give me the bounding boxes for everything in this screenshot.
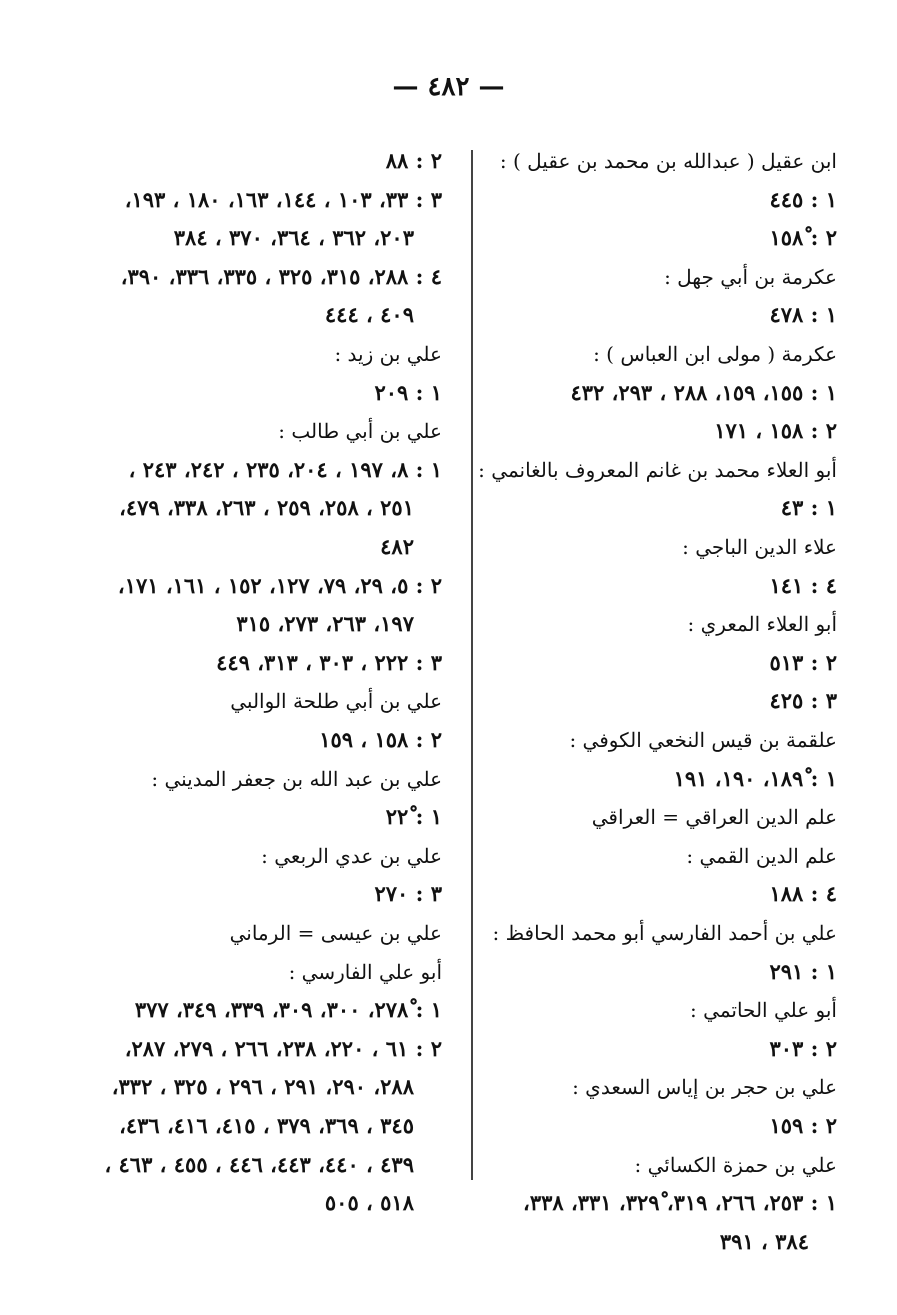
index-entry: ٤ : ١٤١ [769, 572, 837, 598]
index-heading: عكرمة بن أبي جهل : [664, 264, 837, 289]
index-entry: ٤ : ١٨٨ [769, 881, 837, 907]
index-heading: علي بن أبي طالب : [278, 419, 442, 444]
index-entry: ٣ : ٤٢٥ [769, 688, 837, 714]
index-entry: ٣ : ٣٣، ١٠٣ ، ١٤٤، ١٦٣، ١٨٠ ، ١٩٣، [124, 186, 442, 212]
index-entry-continuation: ١٩٧، ٢٦٣، ٢٧٣، ٣١٥ [236, 611, 414, 637]
index-entry: ١ : ٤٣ [780, 495, 837, 521]
index-entry: ٣ : ٢٧٠ [374, 881, 442, 907]
index-entry: ٢ : ٥١٣ [769, 649, 837, 675]
index-heading: علم الدين القمي : [686, 843, 837, 868]
index-heading: علي بن زيد : [334, 342, 442, 366]
index-entry: ٢ : ٥، ٢٩، ٧٩، ١٢٧، ١٥٢ ، ١٦١، ١٧١، [117, 572, 442, 598]
index-entry: ٢ : ١٥٨ ، ١٧١ [714, 418, 837, 444]
index-entry: ٢ : ٦١ ، ٢٢٠، ٢٣٨، ٢٦٦ ، ٢٧٩، ٢٨٧، [124, 1035, 442, 1061]
index-heading: علي بن عيسى = الرماني [229, 921, 442, 945]
index-entry-continuation: ٢٠٣، ٣٦٢ ، ٣٦٤، ٣٧٠ ، ٣٨٤ [173, 225, 414, 251]
index-heading: علي بن عبد الله بن جعفر المديني : [151, 766, 442, 791]
index-heading: أبو العلاء المعري : [687, 612, 837, 637]
index-entry: ١ : ١٥٥، ١٥٩، ٢٨٨ ، ٢٩٣، ٤٣٢ [570, 379, 837, 405]
index-entry-continuation: ٥١٨ ، ٥٠٥ [324, 1190, 414, 1216]
index-entry: ١ : ٤٤٥ [769, 186, 837, 212]
index-heading: علي بن عدي الربعي : [261, 843, 442, 868]
index-entry: ١ : ٢٥٣، ٢٦٦، ٣١٩، ٣٢٩ْ، ٣٣١، ٣٣٨، [523, 1190, 837, 1216]
index-entry: ٢ : ١٥٩ [769, 1113, 837, 1138]
index-heading: علقمة بن قيس النخعي الكوفي : [569, 728, 837, 752]
index-entry-continuation: ٢٥١ ، ٢٥٨، ٢٥٩ ، ٢٦٣، ٣٣٨، ٤٧٩، [119, 495, 414, 521]
index-heading: علي بن حجر بن إياس السعدي : [572, 1075, 837, 1100]
index-entry: ٢ : ٣٠٣ [769, 1035, 837, 1061]
index-entry-continuation: ٣٤٥ ، ٣٦٩، ٣٧٩ ، ٤١٥، ٤١٦، ٤٣٦، [119, 1113, 414, 1138]
index-entry-continuation: ٤٨٢ [380, 534, 414, 559]
index-entry: ١ : ٢٩١ [769, 958, 837, 984]
index-entry-continuation: ٢٨٨، ٢٩٠، ٢٩١ ، ٢٩٦ ، ٣٢٥ ، ٣٣٢، [111, 1074, 414, 1100]
index-heading: أبو العلاء محمد بن غانم المعروف بالغانمي : [478, 457, 837, 482]
index-entry: ٤ : ٢٨٨، ٣١٥، ٣٢٥ ، ٣٣٥، ٣٣٦، ٣٩٠، [120, 263, 442, 289]
index-entry: ١ : ٨، ١٩٧ ، ٢٠٤، ٢٣٥ ، ٢٤٢، ٢٤٣ ، [128, 456, 442, 482]
index-entry: ١ : ١٨٩ْ، ١٩٠، ١٩١ [673, 765, 837, 791]
index-heading: علم الدين العراقي = العراقي [591, 805, 837, 830]
index-heading: أبو علي الفارسي : [288, 959, 442, 984]
index-entry: ١ : ٢٠٩ [374, 379, 442, 405]
index-heading: علي بن أبي طلحة الوالبي [230, 689, 442, 714]
index-entry-continuation: ٤٠٩ ، ٤٤٤ [324, 302, 414, 328]
index-heading: علي بن حمزة الكسائي : [634, 1152, 837, 1177]
index-heading: أبو علي الحاتمي : [690, 998, 837, 1023]
index-heading: ابن عقيل ( عبدالله بن محمد بن عقيل ) : [499, 149, 837, 173]
index-heading: عكرمة ( مولى ابن العباس ) : [593, 342, 837, 366]
index-entry-continuation: ٤٣٩ ، ٤٤٠، ٤٤٣، ٤٤٦ ، ٤٥٥ ، ٤٦٣ ، [104, 1151, 414, 1177]
index-entry-continuation: ٣٨٤ ، ٣٩١ [719, 1228, 809, 1254]
column-divider [471, 150, 473, 1180]
index-heading: علي بن أحمد الفارسي أبو محمد الحافظ : [492, 921, 837, 945]
index-entry: ٢ : ١٥٨ْ [769, 225, 837, 251]
index-entry: ١ : ٢٧٨ْ، ٣٠٠، ٣٠٩، ٣٣٩، ٣٤٩، ٣٧٧ [134, 997, 442, 1023]
page-number: — ٤٨٢ — [392, 72, 505, 102]
index-entry: ٣ : ٢٢٢ ، ٣٠٣ ، ٣١٣، ٤٤٩ [216, 649, 442, 675]
index-entry: ١ : ٤٧٨ [769, 302, 837, 328]
index-entry: ٢ : ١٥٨ ، ١٥٩ [319, 727, 442, 752]
index-entry: ٢ : ٨٨ [385, 148, 442, 173]
index-heading: علاء الدين الباجي : [682, 535, 837, 559]
index-entry: ١ : ٢٢ْ [385, 804, 442, 830]
